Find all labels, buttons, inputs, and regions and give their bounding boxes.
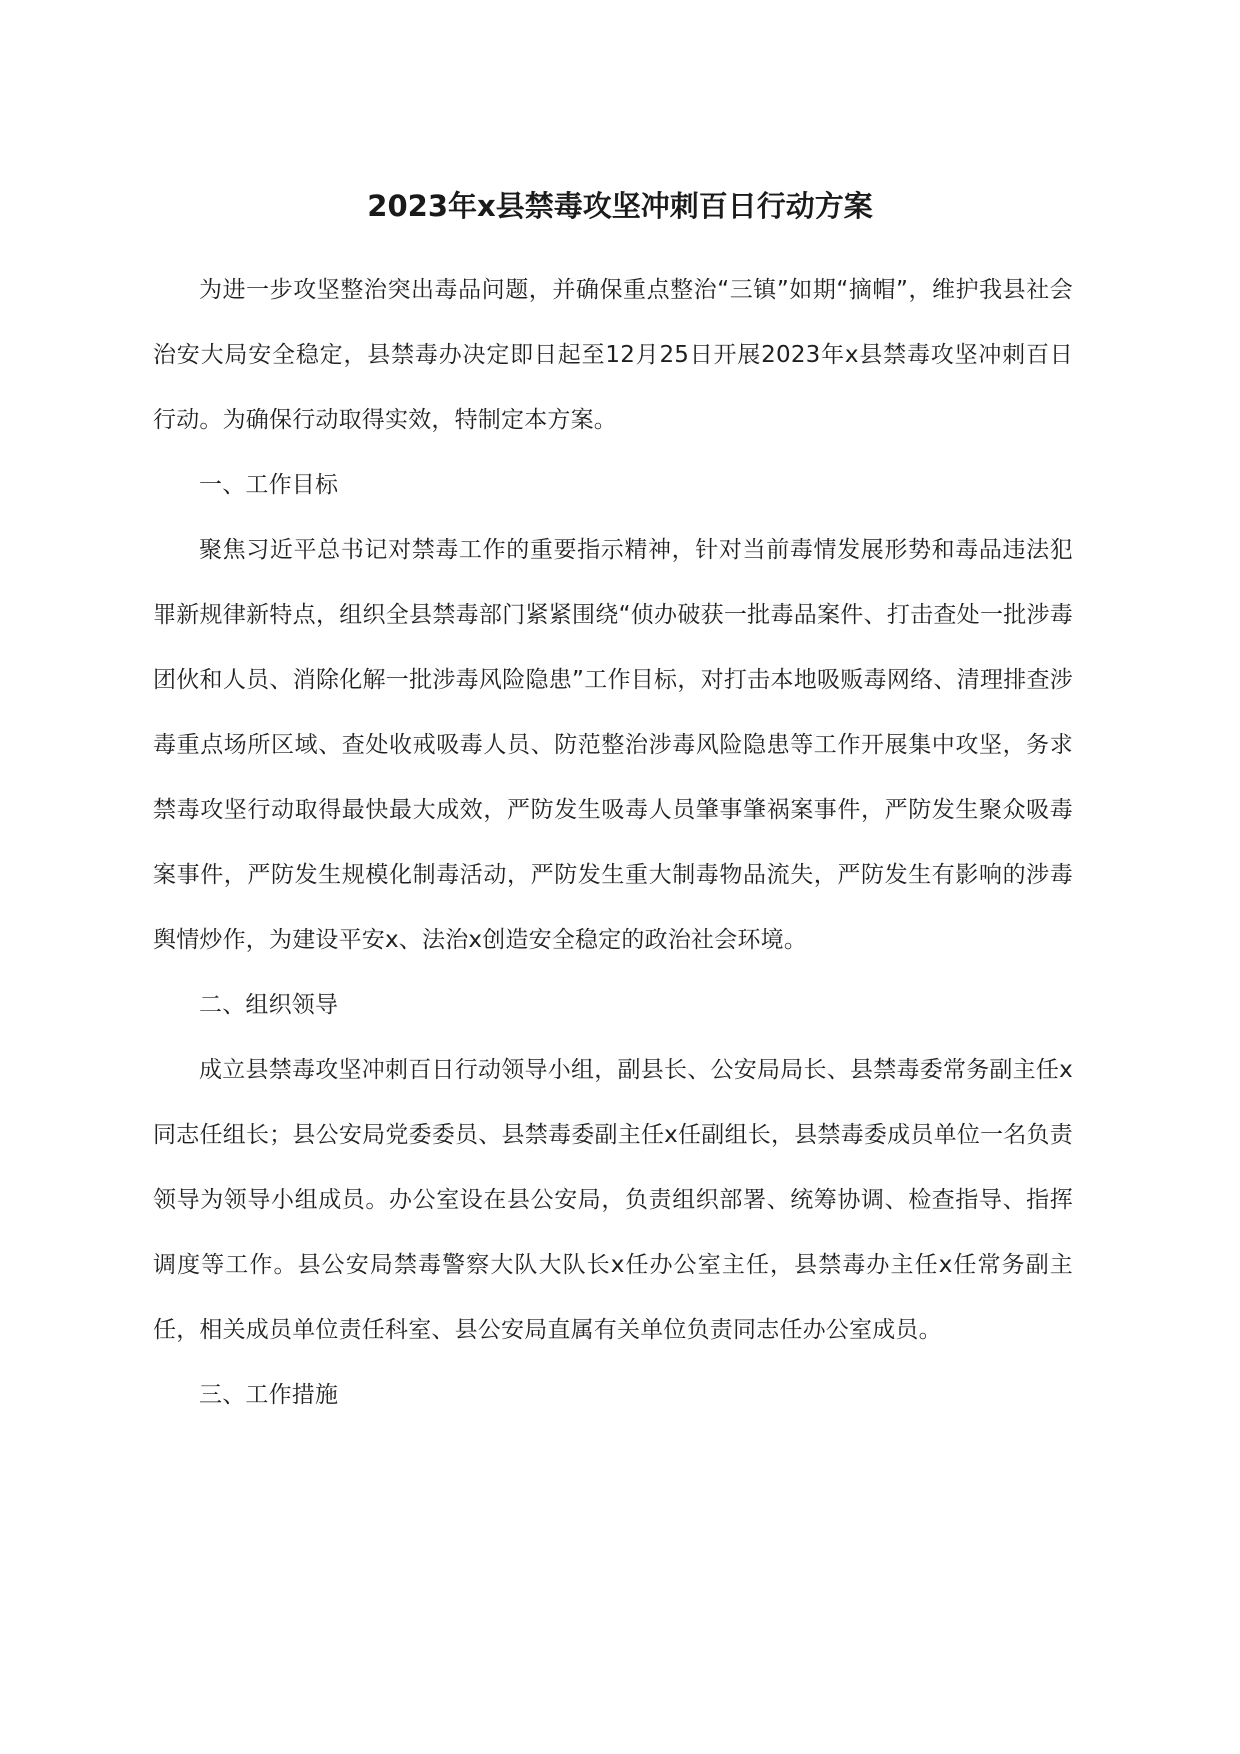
goals-paragraph: 聚焦习近平总书记对禁毒工作的重要指示精神，针对当前毒情发展形势和毒品违法犯罪新规律新特点，组织全县禁毒部门紧紧围绕“侦办破获一批毒品案件、打击查处一批涉毒团伙和人员、消除化解一批涉毒风险隐患”工作目标，对打击本地吸贩毒网络、清理排查涉毒重点场所区域、查处收戒吸毒人员、防范整治涉毒风险隐患等工作开展集中攻坚，务求禁毒攻坚行动取得最快最大成效，严防发生吸毒人员肇事肇祸案事件，严防发生聚众吸毒案事件，严防发生规模化制毒活动，严防发生重大制毒物品流失，严防发生有影响的涉毒舆情炒作，为建设平安x、法治x创造安全稳定的政治社会环境。 bbox=[153, 537, 1073, 953]
intro-paragraph: 为进一步攻坚整治突出毒品问题，并确保重点整治“三镇”如期“摘帽”，维护我县社会治安大局安全稳定，县禁毒办决定即日起至12月25日开展2023年x县禁毒攻坚冲刺百日行动。为确保行动取得实效，特制定本方案。 bbox=[153, 277, 1073, 433]
section-heading-measures: 三、工作措施 bbox=[199, 1382, 339, 1408]
document-body bbox=[153, 258, 1073, 1428]
section-heading-goals: 一、工作目标 bbox=[199, 472, 339, 498]
section-heading-organization: 二、组织领导 bbox=[199, 992, 339, 1018]
document-title: 2023年x县禁毒攻坚冲刺百日行动方案 bbox=[367, 189, 873, 223]
organization-paragraph: 成立县禁毒攻坚冲刺百日行动领导小组，副县长、公安局局长、县禁毒委常务副主任x同志任组长；县公安局党委委员、县禁毒委副主任x任副组长，县禁毒委成员单位一名负责领导为领导小组成员。办公室设在县公安局，负责组织部署、统筹协调、检查指导、指挥调度等工作。县公安局禁毒警察大队大队长x任办公室主任，县禁毒办主任x任常务副主任，相关成员单位责任科室、县公安局直属有关单位负责同志任办公室成员。 bbox=[153, 1057, 1073, 1343]
